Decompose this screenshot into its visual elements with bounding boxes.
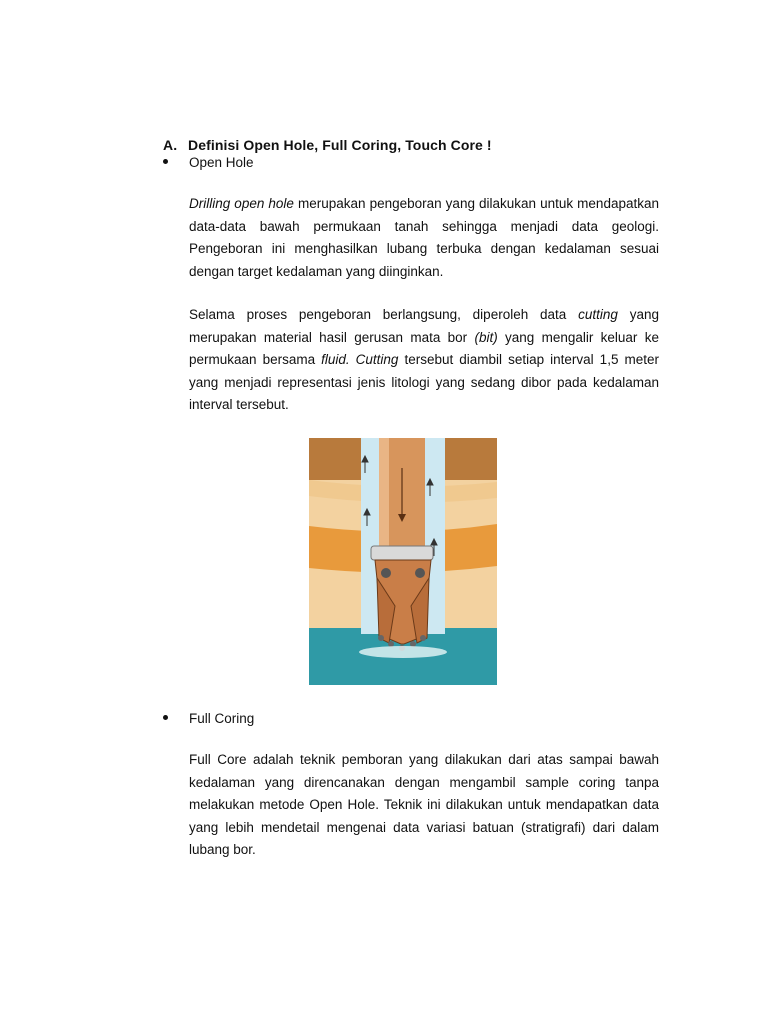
paragraph-text: merupakan pengeboran yang dilakukan untuk mendapatkan data-data bawah permukaan tanah sehingga menjadi data geologi. Pengeboran ini menghasilkan lubang terbuka dengan kedalaman sesuai dengan target kedalaman yang diinginkan. [189,196,659,279]
italic-term: Drilling open hole [189,196,294,211]
paragraph-text: yang merupakan material hasil gerusan mata bor [189,307,659,345]
paragraph-text: yang mengalir keluar ke permukaan bersama [189,329,659,367]
bullet-dot-icon [163,159,168,164]
bullet-full-coring [163,711,254,726]
heading-letter: A. [163,137,178,153]
bullet-label: Full Coring [189,711,255,726]
heading-text: Definisi Open Hole, Full Coring, Touch Core ! [188,137,492,153]
italic-term: cutting [578,307,618,322]
italic-term: fluid. Cutting [321,352,399,367]
bullet-open-hole [163,155,254,170]
paragraph-text: tersebut diambil setiap interval 1,5 meter yang menjadi representasi jenis litologi yang sedang dibor pada kedalaman interval tersebut. [189,352,659,412]
paragraph-open-hole-1 [189,193,659,283]
paragraph-open-hole-2 [189,304,659,417]
paragraph-full-coring: Full Core adalah teknik pemboran yang dilakukan dari atas sampai bawah kedalaman yang direncanakan dengan mengambil sample coring tanpa melakukan metode Open Hole. Teknik ini dilakukan untuk mendapatkan data yang lebih mendetail mengenai data variasi batuan (stratigrafi) dari dalam lubang bor. [189,752,659,857]
drill-bit-illustration-icon [309,438,497,685]
section-heading [163,137,492,153]
bullet-label: Open Hole [189,155,254,170]
bullet-dot-icon [163,715,168,720]
paragraph-text: Selama proses pengeboran berlangsung, diperoleh data [189,307,579,322]
italic-term: (bit) [474,329,498,345]
